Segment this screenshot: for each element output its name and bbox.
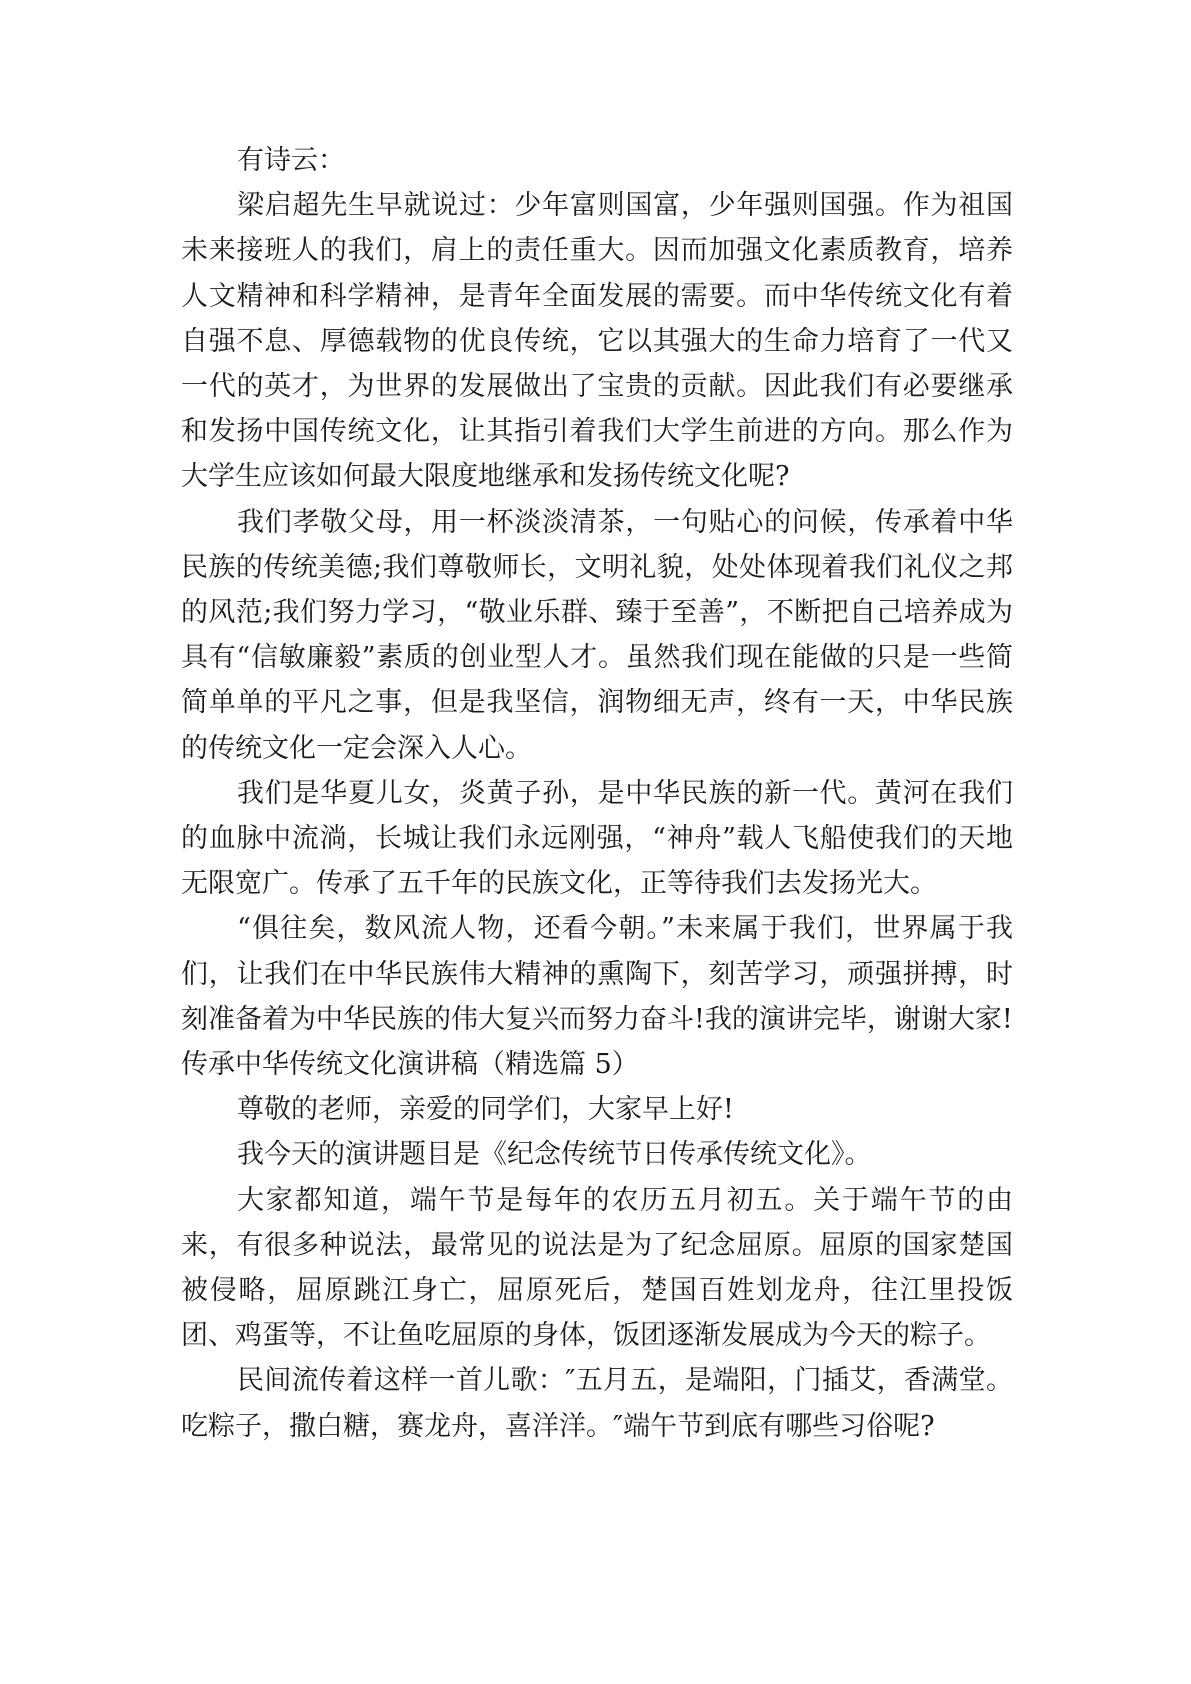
paragraph: 我们孝敬父母，用一杯淡淡清茶，一句贴心的问候，传承着中华民族的传统美德;我们尊敬师长，文明礼貌，处处体现着我们礼仪之邦的风范;我们努力学习，“敬业乐群、臻于至善”，不断把自己培养成为具有“信敏廉毅”素质的创业型人才。虽然我们现在能做的只是一些简简单单的平凡之事，但是我坚信，润物细无声，终有一天，中华民族的传统文化一定会深入人心。 [181,506,1013,764]
paragraph: 我今天的演讲题目是《纪念传统节日传承传统文化》。 [237,1139,872,1171]
paragraph: 尊敬的老师，亲爱的同学们，大家早上好! [237,1094,734,1126]
document-body [181,138,1013,1449]
paragraph: “俱往矣，数风流人物，还看今朝。”未来属于我们，世界属于我们，让我们在中华民族伟大精神的熏陶下，刻苦学习，顽强拼搏，时刻准备着为中华民族的伟大复兴而努力奋斗!我的演讲完毕，谢谢大家! [181,913,1013,1035]
paragraph: 大家都知道，端午节是每年的农历五月初五。关于端午节的由来，有很多种说法，最常见的说法是为了纪念屈原。屈原的国家楚国被侵略，屈原跳江身亡，屈原死后，楚国百姓划龙舟，往江里投饭团、鸡蛋等，不让鱼吃屈原的身体，饭团逐渐发展成为今天的粽子。 [181,1184,1013,1352]
paragraph: 民间流传着这样一首儿歌：″五月五，是端阳，门插艾，香满堂。吃粽子，撒白糖，赛龙舟，喜洋洋。″端午节到底有哪些习俗呢? [181,1365,1013,1442]
paragraph: 有诗云： [237,145,345,176]
section-heading: 传承中华传统文化演讲稿（精选篇 5） [181,1049,639,1081]
paragraph: 我们是华夏儿女，炎黄子孙，是中华民族的新一代。黄河在我们的血脉中流淌，长城让我们永远刚强，“神舟”载人飞船使我们的天地无限宽广。传承了五千年的民族文化，正等待我们去发扬光大。 [181,777,1013,900]
paragraph: 梁启超先生早就说过：少年富则国富，少年强则国强。作为祖国未来接班人的我们，肩上的责任重大。因而加强文化素质教育，培养人文精神和科学精神，是青年全面发展的需要。而中华传统文化有着自强不息、厚德载物的优良传统，它以其强大的生命力培育了一代又一代的英才，为世界的发展做出了宝贵的贡献。因此我们有必要继承和发扬中国传统文化，让其指引着我们大学生前进的方向。那么作为大学生应该如何最大限度地继承和发扬传统文化呢? [181,190,1013,493]
